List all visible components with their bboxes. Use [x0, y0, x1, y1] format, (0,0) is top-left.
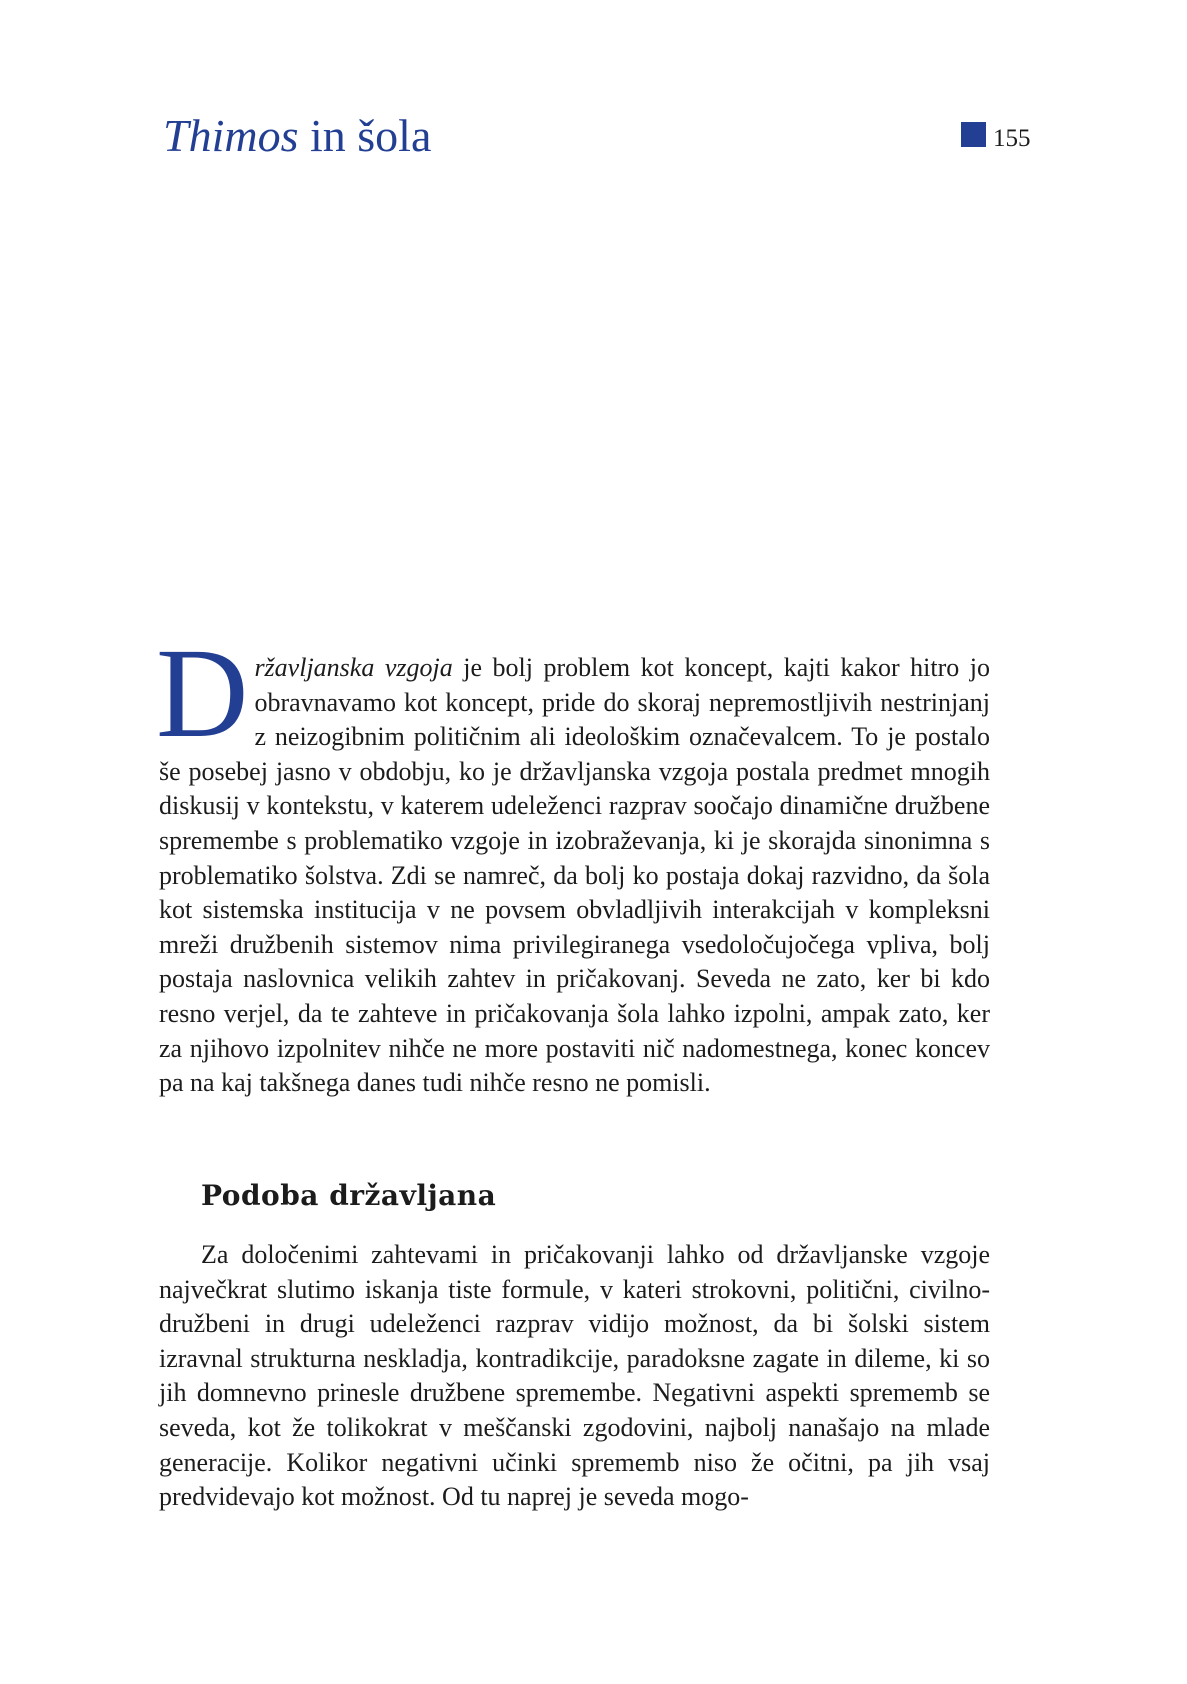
chapter-title-rest: in šola [298, 110, 432, 161]
chapter-title [163, 110, 432, 161]
page-marker-square [961, 122, 986, 147]
section-heading: Podoba državljana [201, 1179, 497, 1212]
intro-paragraph [156, 622, 990, 1101]
chapter-title-italic: Thimos [163, 110, 299, 161]
page-number: 155 [993, 125, 1031, 152]
intro-text: je bolj problem kot koncept, kajti kakor hitro jo obravnavamo kot koncept, pride do skoraj nepremostljivih nestrinjanj z neizogibnim političnim ali ideološkim označevalcem. To je postalo še posebej jasno v obdobju, ko je državljanska vzgoja postala predmet mnogih diskusij v kontekstu, v katerem udeleženci razprav soočajo dinamične družbene spremembe s problematiko vzgoje in izobraževanja, ki je skorajda sinonimna s problematiko šolstva. Zdi se namreč, da bolj ko postaja dokaj razvidno, da šola kot sistemska institucija v ne povsem obvladljivih interakcijah v kompleksni mreži družbenih sistemov nima privilegiranega vsedoločujočega vpliva, bolj postaja naslovnica velikih zahtev in pričakovanj. Seveda ne zato, ker bi kdo resno verjel, da te zahteve in pričakovanja šola lahko izpolni, ampak zato, ker za njihovo izpolnitev nihče ne more postaviti nič nadomestnega, konec koncev pa na kaj takšnega danes tudi nihče resno ne pomisli. [159, 653, 990, 1098]
section-body [159, 1238, 990, 1515]
intro-lead-italic: ržavljanska vzgoja [254, 653, 453, 682]
drop-cap: D [156, 622, 249, 764]
intro-section [156, 622, 990, 1101]
section-paragraph: Za določenimi zahtevami in pričakovanji lahko od državljanske vzgoje največkrat slutimo iskanja tiste formule, v kateri strokovni, politični, civilno-družbeni in drugi udeleženci razprav vidijo možnost, da bi šolski sistem izravnal strukturna neskladja, kontradikcije, paradoksne zagate in dileme, ki so jih domnevno prinesle družbene spremembe. Negativni aspekti sprememb se seveda, kot že tolikokrat v meščanski zgodovini, najbolj nanašajo na mlade generacije. Kolikor negativni učinki sprememb niso že očitni, pa jih vsaj predvidevajo kot možnost. Od tu naprej je seveda mogo- [159, 1240, 990, 1512]
